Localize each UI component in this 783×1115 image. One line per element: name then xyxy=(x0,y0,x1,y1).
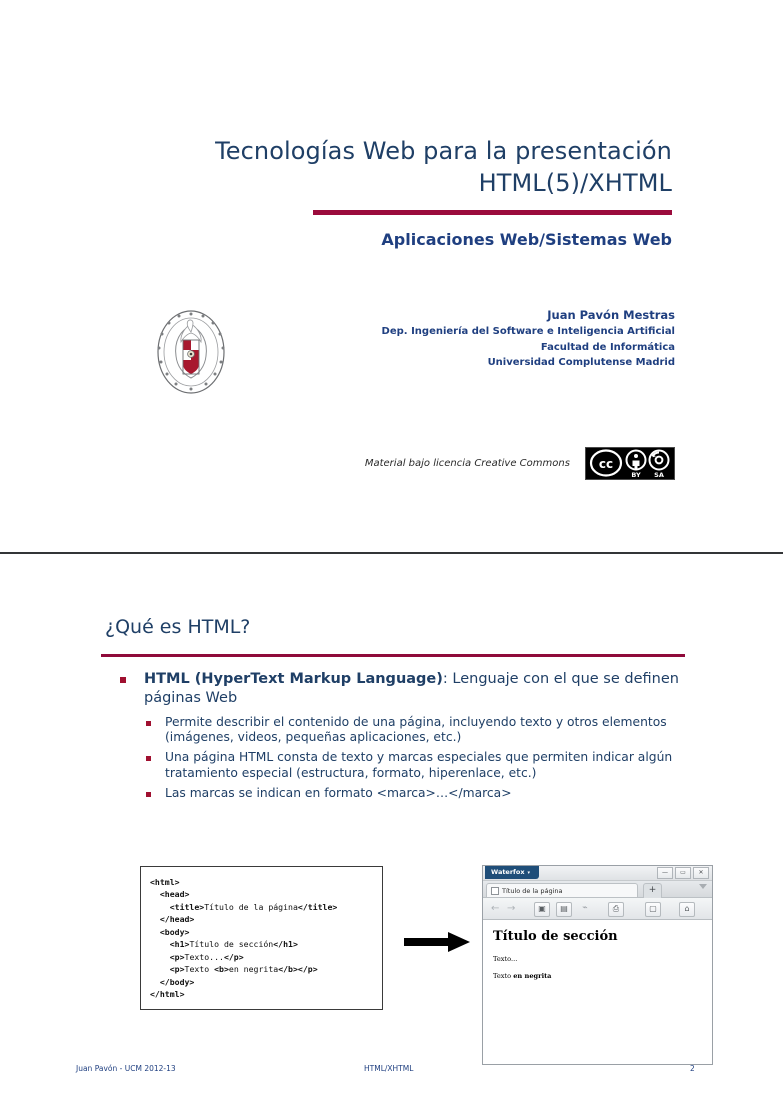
rendered-paragraph-2-normal: Texto xyxy=(493,972,514,980)
bullet-level2 xyxy=(144,715,705,747)
title-slide xyxy=(0,0,783,554)
bullet-level2-text: Permite describir el contenido de una página, incluyendo texto y otros elementos (imágenes, videos, pequeñas aplicaciones, etc.) xyxy=(165,714,667,745)
cc-sa-label: SA xyxy=(654,471,664,479)
browser-titlebar xyxy=(483,866,712,881)
bullet-square-icon xyxy=(120,677,126,683)
browser-rendered-page xyxy=(483,920,712,1065)
bullet-level2 xyxy=(144,786,705,802)
creative-commons-badge-icon xyxy=(585,447,675,480)
camera-icon[interactable]: ▢ xyxy=(645,902,661,917)
maximize-button[interactable]: ▭ xyxy=(675,867,691,879)
license-row xyxy=(0,447,675,481)
browser-tabbar xyxy=(483,881,712,898)
content-slide xyxy=(0,554,783,1115)
rendered-paragraph-1: Texto... xyxy=(493,955,518,963)
slide-footer xyxy=(0,1064,783,1078)
bullet-list xyxy=(120,670,705,806)
bullet-square-icon xyxy=(146,792,151,797)
author-department: Dep. Ingeniería del Software e Inteligencia Artificial xyxy=(381,326,675,338)
browser-toolbar xyxy=(483,898,712,920)
footer-topic: HTML/XHTML xyxy=(364,1064,414,1073)
svg-text:cc: cc xyxy=(598,457,614,471)
browser-tab[interactable] xyxy=(486,883,638,897)
bullet-square-icon xyxy=(146,721,151,726)
author-affiliation-block xyxy=(0,307,675,370)
bullet-level2-text: Las marcas se indican en formato <marca>…</marca> xyxy=(165,786,512,800)
heading-divider-rule xyxy=(101,654,685,657)
back-arrow-icon[interactable]: ← xyxy=(491,903,500,914)
home-icon[interactable]: ⌂ xyxy=(679,902,695,917)
bullet-sublist xyxy=(144,715,705,802)
browser-app-name: Waterfox xyxy=(491,868,525,876)
tab-list-chevron-icon[interactable] xyxy=(699,884,707,889)
title-line-2: HTML(5)/XHTML xyxy=(478,168,672,197)
right-arrow-icon xyxy=(404,932,470,952)
chevron-down-icon: ▾ xyxy=(527,870,531,876)
title-divider-rule xyxy=(313,210,672,215)
browser-tab-title: Título de la página xyxy=(502,887,563,895)
browser-window-mockup xyxy=(482,865,713,1065)
bullet-level2 xyxy=(144,750,705,782)
author-faculty: Facultad de Informática xyxy=(540,341,675,353)
author-name: Juan Pavón Mestras xyxy=(547,308,675,322)
title-line-1: Tecnologías Web para la presentación xyxy=(215,137,672,165)
rendered-paragraph-2 xyxy=(493,972,702,980)
bullet-level1 xyxy=(120,670,705,709)
minimize-button[interactable]: — xyxy=(657,867,673,879)
close-button[interactable]: ✕ xyxy=(693,867,709,879)
slide-heading: ¿Qué es HTML? xyxy=(105,616,251,638)
cc-by-label: BY xyxy=(631,471,641,479)
code-line: <html> <head> <title>Título de la página</title> </head> <body> <h1>Título de sección</h1> <p>Texto...</p> <p>Texto <b>en negrita</b></p> </body> </html> xyxy=(150,877,338,1000)
rendered-paragraph-2-bold: en negrita xyxy=(513,972,552,980)
author-university: Universidad Complutense Madrid xyxy=(487,356,675,368)
favicon-placeholder-icon xyxy=(491,887,499,895)
window-controls xyxy=(657,867,709,879)
rendered-heading: Título de sección xyxy=(493,929,618,944)
library-icon[interactable]: ▤ xyxy=(556,902,572,917)
bullet-level1-bold: HTML (HyperText Markup Language) xyxy=(144,671,443,687)
presentation-title xyxy=(0,136,672,200)
rss-icon[interactable]: ⌁ xyxy=(582,903,588,913)
footer-author: Juan Pavón - UCM 2012-13 xyxy=(76,1064,176,1073)
license-text: Material bajo licencia Creative Commons xyxy=(364,458,570,469)
browser-app-menu-button[interactable] xyxy=(485,866,539,879)
bullet-square-icon xyxy=(146,756,151,761)
bullet-level1-rest: : Lenguaje con el que se definen páginas Web xyxy=(144,671,679,707)
html-code-example xyxy=(140,866,383,1010)
print-icon[interactable]: ⎙ xyxy=(608,902,624,917)
presentation-subtitle: Aplicaciones Web/Sistemas Web xyxy=(381,230,672,249)
bullet-level2-text: Una página HTML consta de texto y marcas especiales que permiten indicar algún tratamiento especial (estructura, formato, hiperenlace, etc.) xyxy=(165,750,673,781)
bookmark-icon[interactable]: ▣ xyxy=(534,902,550,917)
forward-arrow-icon[interactable]: → xyxy=(507,903,516,914)
footer-page-number: 2 xyxy=(690,1064,695,1073)
new-tab-button[interactable]: + xyxy=(643,883,662,898)
